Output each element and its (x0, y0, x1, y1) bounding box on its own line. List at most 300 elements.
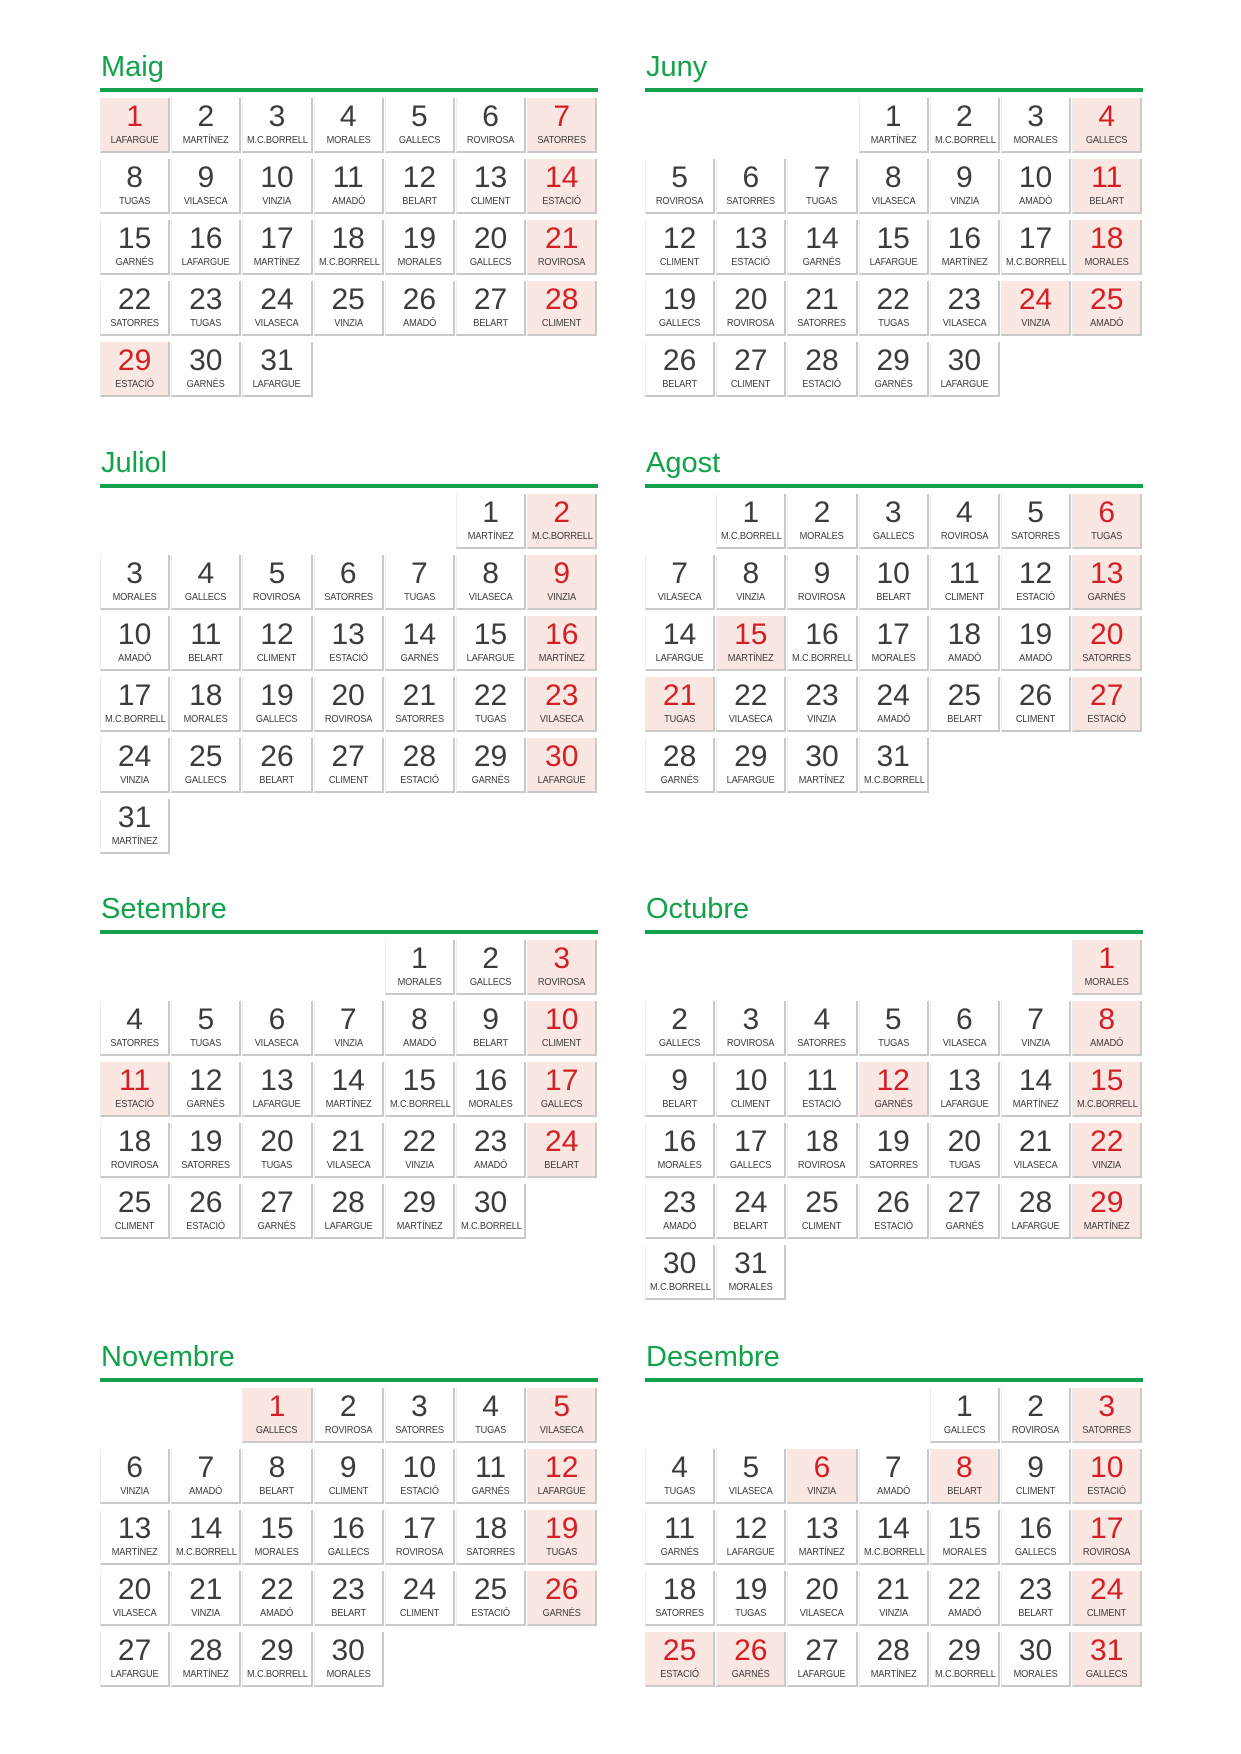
duty-pharmacy-name: LAFARGUE (324, 1220, 373, 1232)
duty-pharmacy-name: BELART (330, 1607, 366, 1619)
duty-pharmacy-name: SATORRES (395, 713, 444, 725)
day-number: 13 (473, 161, 508, 194)
duty-pharmacy-name: GARNÉS (186, 1098, 225, 1110)
day-number: 6 (339, 557, 357, 590)
duty-pharmacy-name: BELART (1018, 1607, 1053, 1619)
day-number: 8 (956, 1451, 973, 1484)
day-number: 15 (1090, 1064, 1124, 1097)
duty-pharmacy-name: VILASECA (326, 1159, 371, 1171)
duty-pharmacy-name: GALLECS (1014, 1546, 1057, 1558)
day-number: 22 (1090, 1125, 1124, 1158)
day-cell (385, 159, 455, 214)
duty-pharmacy-name: VINZIA (333, 317, 363, 329)
holiday-day-cell (1072, 1388, 1142, 1443)
duty-pharmacy-name: MORALES (799, 530, 844, 542)
holiday-day-cell (527, 677, 597, 732)
day-number: 28 (876, 1634, 910, 1667)
day-number: 19 (662, 283, 697, 316)
day-cell (171, 1001, 241, 1056)
month-divider (645, 930, 1143, 934)
duty-pharmacy-name: VILASECA (468, 591, 513, 603)
day-number: 29 (473, 740, 508, 773)
duty-pharmacy-name: VILASECA (539, 713, 584, 725)
day-number: 27 (947, 1186, 982, 1219)
day-cell (385, 555, 455, 610)
duty-pharmacy-name: VINZIA (807, 713, 837, 725)
duty-pharmacy-name: SATORRES (323, 591, 373, 603)
day-cell (242, 98, 312, 153)
duty-pharmacy-name: BELART (259, 1485, 295, 1497)
day-cell (1001, 1062, 1071, 1117)
day-number: 13 (734, 222, 768, 255)
duty-pharmacy-name: TUGAS (877, 317, 909, 329)
day-cell (242, 159, 312, 214)
day-cell (930, 1123, 1000, 1178)
duty-pharmacy-name: BELART (259, 774, 295, 786)
month-day-grid (100, 494, 598, 854)
day-cell (1001, 1184, 1071, 1239)
day-number: 14 (1018, 1064, 1053, 1097)
day-number: 27 (805, 1634, 839, 1667)
duty-pharmacy-name: MARTÍNEZ (467, 530, 514, 542)
duty-pharmacy-name: GALLECS (185, 774, 227, 786)
day-number: 4 (126, 1003, 143, 1036)
duty-pharmacy-name: MARTÍNEZ (941, 256, 988, 268)
duty-pharmacy-name: GARNÉS (400, 652, 439, 664)
duty-pharmacy-name: M.C.BORRELL (934, 1668, 996, 1680)
day-cell (385, 1123, 455, 1178)
duty-pharmacy-name: ESTACIÓ (1087, 1485, 1127, 1497)
duty-pharmacy-name: ROVIROSA (466, 134, 515, 146)
day-cell (242, 738, 312, 793)
duty-pharmacy-name: ESTACIÓ (802, 378, 842, 390)
day-cell (930, 677, 1000, 732)
duty-pharmacy-name: VILASECA (942, 1037, 987, 1049)
day-number: 16 (662, 1125, 697, 1158)
duty-pharmacy-name: TUGAS (948, 1159, 980, 1171)
duty-pharmacy-name: ESTACIÓ (186, 1220, 226, 1232)
day-cell (171, 159, 241, 214)
duty-pharmacy-name: LAFARGUE (466, 652, 515, 664)
day-cell (716, 738, 786, 793)
month-block-maig (100, 50, 598, 397)
day-cell (100, 616, 170, 671)
duty-pharmacy-name: VINZIA (191, 1607, 221, 1619)
day-cell (859, 220, 929, 275)
day-cell (171, 342, 241, 397)
day-number: 10 (117, 618, 152, 651)
day-number: 1 (482, 496, 499, 529)
day-number: 4 (197, 557, 215, 590)
day-cell (314, 555, 384, 610)
duty-pharmacy-name: GALLECS (398, 134, 441, 146)
month-divider (645, 88, 1143, 92)
day-number: 27 (260, 1186, 294, 1219)
duty-pharmacy-name: LAFARGUE (1011, 1220, 1060, 1232)
duty-pharmacy-name: AMADÓ (402, 317, 436, 329)
day-number: 20 (1090, 618, 1124, 651)
day-number: 5 (553, 1390, 571, 1423)
day-number: 11 (806, 1064, 838, 1097)
duty-pharmacy-name: VILASECA (942, 317, 987, 329)
duty-pharmacy-name: VINZIA (807, 1485, 837, 1497)
day-cell (314, 159, 384, 214)
duty-pharmacy-name: LAFARGUE (798, 1668, 846, 1680)
duty-pharmacy-name: GARNÉS (945, 1220, 984, 1232)
duty-pharmacy-name: TUGAS (664, 1485, 696, 1497)
day-cell (100, 1632, 170, 1687)
day-cell (787, 555, 857, 610)
duty-pharmacy-name: BELART (188, 652, 224, 664)
day-cell (716, 1123, 786, 1178)
day-number: 24 (402, 1573, 437, 1606)
day-number: 13 (805, 1512, 839, 1545)
duty-pharmacy-name: GALLECS (943, 1424, 986, 1436)
day-cell (930, 555, 1000, 610)
day-number: 4 (671, 1451, 688, 1484)
day-cell (1001, 1388, 1071, 1443)
day-number: 24 (876, 679, 910, 712)
day-number: 28 (662, 740, 697, 773)
month-title: Novembre (101, 1341, 235, 1373)
day-number: 30 (545, 740, 579, 773)
day-cell (859, 1449, 929, 1504)
holiday-day-cell (1072, 1632, 1142, 1687)
day-cell (645, 1510, 715, 1565)
day-number: 15 (876, 222, 910, 255)
day-cell (456, 738, 526, 793)
holiday-day-cell (527, 494, 597, 549)
day-number: 26 (734, 1634, 768, 1667)
day-cell (456, 281, 526, 336)
day-number: 25 (117, 1186, 152, 1219)
duty-pharmacy-name: MORALES (183, 713, 228, 725)
duty-pharmacy-name: M.C.BORRELL (934, 134, 996, 146)
holiday-day-cell (1072, 98, 1142, 153)
day-cell (242, 555, 312, 610)
day-cell (100, 1001, 170, 1056)
duty-pharmacy-name: AMADÓ (1019, 195, 1053, 207)
holiday-day-cell (527, 98, 597, 153)
day-cell (456, 616, 526, 671)
day-number: 23 (473, 1125, 508, 1158)
duty-pharmacy-name: CLIMENT (114, 1220, 155, 1232)
day-number: 1 (126, 100, 143, 133)
duty-pharmacy-name: TUGAS (403, 591, 435, 603)
duty-pharmacy-name: ROVIROSA (538, 976, 586, 988)
day-cell (314, 1510, 384, 1565)
duty-pharmacy-name: CLIMENT (659, 256, 700, 268)
duty-pharmacy-name: CLIMENT (257, 652, 297, 664)
day-number: 14 (402, 618, 437, 651)
duty-pharmacy-name: ROVIROSA (798, 591, 846, 603)
day-cell (716, 494, 786, 549)
month-block-desembre (645, 1340, 1143, 1687)
duty-pharmacy-name: ESTACIÓ (1087, 713, 1127, 725)
day-number: 15 (473, 618, 508, 651)
day-cell (242, 1184, 312, 1239)
day-number: 9 (197, 161, 215, 194)
duty-pharmacy-name: LAFARGUE (253, 378, 301, 390)
duty-pharmacy-name: VINZIA (949, 195, 979, 207)
day-cell (456, 159, 526, 214)
day-number: 23 (189, 283, 223, 316)
day-number: 13 (260, 1064, 294, 1097)
day-number: 7 (339, 1003, 357, 1036)
day-number: 12 (545, 1451, 579, 1484)
holiday-day-cell (1072, 677, 1142, 732)
duty-pharmacy-name: GALLECS (658, 317, 701, 329)
day-number: 7 (411, 557, 428, 590)
day-number: 26 (1018, 679, 1053, 712)
day-number: 5 (1027, 496, 1044, 529)
day-number: 19 (402, 222, 437, 255)
day-cell (787, 1123, 857, 1178)
month-title: Desembre (646, 1341, 780, 1373)
day-number: 12 (662, 222, 697, 255)
day-number: 9 (553, 557, 571, 590)
day-number: 6 (268, 1003, 286, 1036)
day-cell (1001, 1123, 1071, 1178)
holiday-day-cell (100, 342, 170, 397)
day-cell (645, 1245, 715, 1300)
day-cell (645, 220, 715, 275)
day-number: 23 (545, 679, 579, 712)
day-cell (171, 1510, 241, 1565)
day-cell (1001, 1571, 1071, 1626)
month-divider (645, 1378, 1143, 1382)
day-cell (859, 281, 929, 336)
day-number: 1 (268, 1390, 286, 1423)
day-cell (385, 940, 455, 995)
day-number: 27 (1090, 679, 1124, 712)
duty-pharmacy-name: BELART (662, 1098, 697, 1110)
day-cell (1001, 1632, 1071, 1687)
day-number: 19 (734, 1573, 768, 1606)
day-number: 21 (662, 679, 697, 712)
duty-pharmacy-name: AMADÓ (663, 1220, 697, 1232)
day-number: 17 (117, 679, 152, 712)
day-number: 22 (260, 1573, 294, 1606)
day-number: 30 (947, 344, 982, 377)
duty-pharmacy-name: TUGAS (664, 713, 696, 725)
day-number: 30 (662, 1247, 697, 1280)
day-number: 31 (876, 740, 910, 773)
duty-pharmacy-name: M.C.BORRELL (389, 1098, 451, 1110)
day-number: 13 (1090, 557, 1124, 590)
holiday-day-cell (1072, 1571, 1142, 1626)
day-number: 21 (805, 283, 839, 316)
duty-pharmacy-name: BELART (401, 195, 437, 207)
duty-pharmacy-name: BELART (544, 1159, 580, 1171)
day-cell (171, 1184, 241, 1239)
duty-pharmacy-name: M.C.BORRELL (650, 1281, 711, 1293)
day-cell (314, 677, 384, 732)
day-cell (859, 342, 929, 397)
day-cell (242, 1123, 312, 1178)
day-number: 16 (331, 1512, 365, 1545)
holiday-day-cell (1072, 1510, 1142, 1565)
day-cell (930, 1571, 1000, 1626)
holiday-day-cell (645, 1632, 715, 1687)
duty-pharmacy-name: SATORRES (110, 317, 159, 329)
month-day-grid (100, 940, 598, 1239)
duty-pharmacy-name: LAFARGUE (726, 774, 775, 786)
duty-pharmacy-name: AMADÓ (118, 652, 152, 664)
day-cell (100, 1184, 170, 1239)
day-cell (787, 1571, 857, 1626)
holiday-day-cell (1001, 281, 1071, 336)
duty-pharmacy-name: GARNÉS (802, 256, 841, 268)
day-number: 30 (331, 1634, 365, 1667)
day-number: 18 (1090, 222, 1124, 255)
day-cell (1001, 616, 1071, 671)
duty-pharmacy-name: TUGAS (1091, 530, 1123, 542)
day-cell (930, 1632, 1000, 1687)
day-number: 3 (553, 942, 571, 975)
day-number: 10 (402, 1451, 437, 1484)
day-number: 22 (947, 1573, 982, 1606)
day-cell (930, 98, 1000, 153)
duty-pharmacy-name: TUGAS (475, 713, 506, 725)
duty-pharmacy-name: ROVIROSA (395, 1546, 444, 1558)
duty-pharmacy-name: GARNÉS (257, 1220, 296, 1232)
day-cell (314, 1571, 384, 1626)
duty-pharmacy-name: LAFARGUE (110, 1668, 159, 1680)
duty-pharmacy-name: GARNÉS (874, 378, 913, 390)
day-cell (456, 1062, 526, 1117)
day-number: 9 (1027, 1451, 1044, 1484)
holiday-day-cell (1072, 159, 1142, 214)
day-cell (716, 1571, 786, 1626)
day-cell (787, 494, 857, 549)
day-cell (645, 159, 715, 214)
day-number: 17 (402, 1512, 437, 1545)
duty-pharmacy-name: MORALES (1013, 1668, 1058, 1680)
day-number: 31 (1090, 1634, 1124, 1667)
day-number: 26 (260, 740, 294, 773)
month-day-grid (100, 98, 598, 397)
holiday-day-cell (1072, 1123, 1142, 1178)
day-number: 4 (813, 1003, 831, 1036)
duty-pharmacy-name: MARTÍNEZ (254, 256, 300, 268)
day-cell (171, 616, 241, 671)
day-number: 9 (671, 1064, 688, 1097)
day-number: 25 (189, 740, 223, 773)
day-cell (385, 1449, 455, 1504)
day-number: 7 (671, 557, 688, 590)
day-cell (171, 220, 241, 275)
duty-pharmacy-name: VILASECA (1013, 1159, 1058, 1171)
day-number: 29 (1090, 1186, 1124, 1219)
day-cell (930, 159, 1000, 214)
day-number: 28 (402, 740, 437, 773)
day-number: 24 (1090, 1573, 1124, 1606)
duty-pharmacy-name: GALLECS (541, 1098, 583, 1110)
day-number: 4 (956, 496, 973, 529)
month-divider (100, 88, 598, 92)
duty-pharmacy-name: SATORRES (537, 134, 587, 146)
day-number: 5 (197, 1003, 215, 1036)
day-number: 27 (117, 1634, 152, 1667)
month-day-grid (645, 1388, 1143, 1687)
duty-pharmacy-name: ESTACIÓ (115, 378, 154, 390)
day-number: 21 (189, 1573, 223, 1606)
duty-pharmacy-name: M.C.BORRELL (247, 1668, 309, 1680)
holiday-day-cell (716, 1632, 786, 1687)
day-number: 17 (260, 222, 294, 255)
day-cell (242, 1571, 312, 1626)
day-cell (930, 1510, 1000, 1565)
day-number: 27 (473, 283, 508, 316)
day-cell (385, 220, 455, 275)
day-number: 4 (1098, 100, 1116, 133)
day-cell (716, 1245, 786, 1300)
duty-pharmacy-name: BELART (473, 317, 508, 329)
duty-pharmacy-name: AMADÓ (947, 652, 981, 664)
day-number: 12 (189, 1064, 223, 1097)
day-number: 7 (553, 100, 571, 133)
duty-pharmacy-name: ROVIROSA (538, 256, 586, 268)
day-cell (859, 738, 929, 793)
duty-pharmacy-name: ESTACIÓ (115, 1098, 154, 1110)
day-number: 19 (1018, 618, 1053, 651)
day-cell (859, 1632, 929, 1687)
holiday-day-cell (100, 98, 170, 153)
day-number: 22 (876, 283, 910, 316)
day-number: 12 (260, 618, 294, 651)
day-cell (242, 616, 312, 671)
day-number: 31 (734, 1247, 768, 1280)
duty-pharmacy-name: SATORRES (1082, 1424, 1132, 1436)
day-number: 12 (402, 161, 437, 194)
day-number: 28 (545, 283, 579, 316)
day-cell (456, 1571, 526, 1626)
duty-pharmacy-name: ROVIROSA (940, 530, 989, 542)
month-block-juliol (100, 446, 598, 854)
duty-pharmacy-name: MARTÍNEZ (182, 134, 229, 146)
holiday-day-cell (1072, 1449, 1142, 1504)
day-number: 15 (117, 222, 152, 255)
duty-pharmacy-name: ESTACIÓ (471, 1607, 510, 1619)
duty-pharmacy-name: GALLECS (256, 1424, 298, 1436)
duty-pharmacy-name: MORALES (728, 1281, 773, 1293)
day-cell (242, 677, 312, 732)
day-cell (716, 1510, 786, 1565)
day-number: 6 (813, 1451, 831, 1484)
day-number: 6 (742, 161, 760, 194)
day-number: 3 (742, 1003, 760, 1036)
day-number: 4 (482, 1390, 499, 1423)
duty-pharmacy-name: M.C.BORRELL (792, 652, 854, 664)
duty-pharmacy-name: MORALES (1013, 134, 1058, 146)
day-number: 3 (126, 557, 143, 590)
duty-pharmacy-name: MARTÍNEZ (799, 774, 845, 786)
duty-pharmacy-name: GARNÉS (471, 774, 510, 786)
day-number: 11 (190, 618, 222, 651)
duty-pharmacy-name: AMADÓ (260, 1607, 294, 1619)
day-number: 26 (662, 344, 697, 377)
duty-pharmacy-name: VILASECA (255, 1037, 299, 1049)
day-cell (100, 1510, 170, 1565)
day-number: 7 (1027, 1003, 1044, 1036)
holiday-day-cell (527, 1123, 597, 1178)
duty-pharmacy-name: AMADÓ (189, 1485, 223, 1497)
holiday-day-cell (1072, 220, 1142, 275)
day-cell (1001, 555, 1071, 610)
duty-pharmacy-name: AMADÓ (947, 1607, 981, 1619)
duty-pharmacy-name: VINZIA (262, 195, 292, 207)
